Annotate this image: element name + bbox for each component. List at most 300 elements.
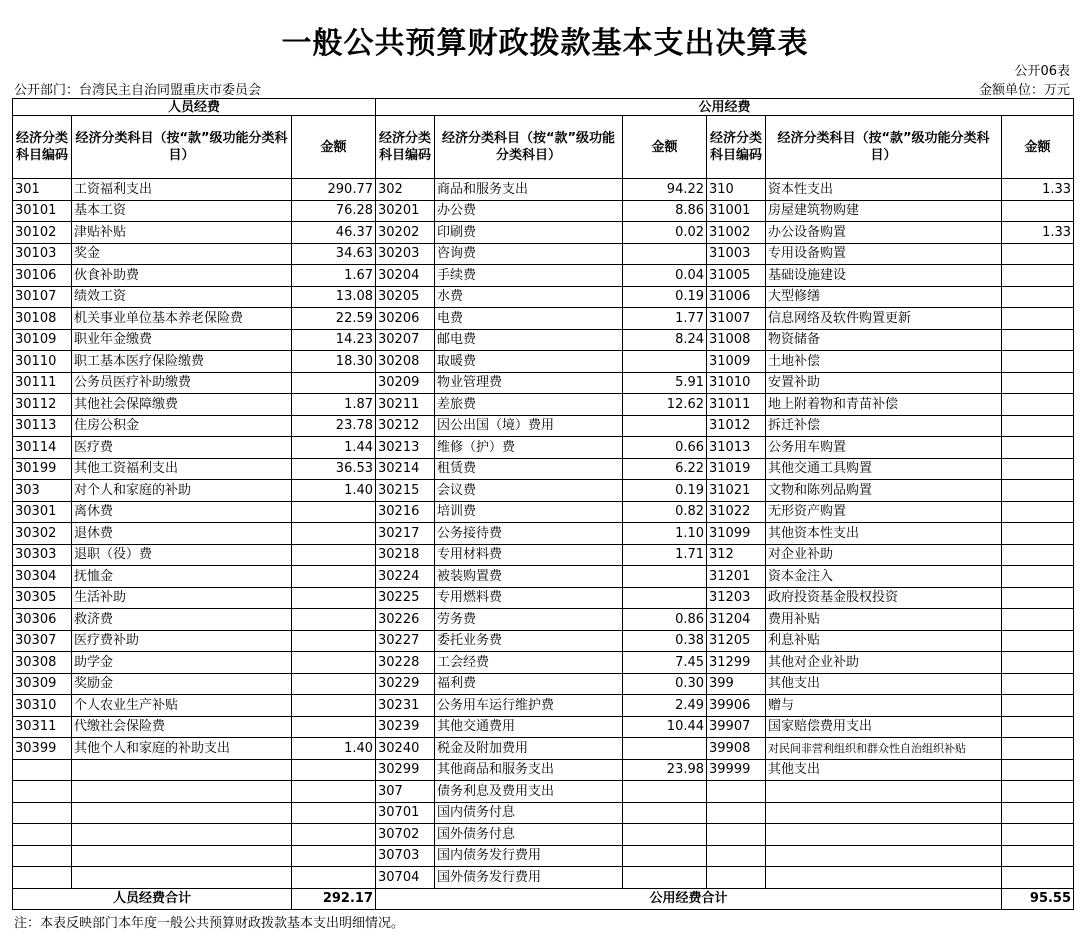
amount-cell (292, 609, 376, 631)
amount-cell: 1.40 (292, 738, 376, 760)
item-name-cell: 被装购置费 (435, 566, 623, 588)
amount-cell: 2.49 (623, 695, 707, 717)
amount-cell: 1.44 (292, 437, 376, 459)
amount-cell (1002, 243, 1074, 265)
amount-cell: 8.24 (623, 329, 707, 351)
amount-cell (1002, 587, 1074, 609)
item-name-cell: 差旅费 (435, 394, 623, 416)
item-name-cell: 国外债务发行费用 (435, 867, 623, 889)
code-cell: 30239 (376, 716, 435, 738)
code-cell: 30113 (13, 415, 72, 437)
table-row (13, 351, 1074, 373)
item-name-cell: 对企业补助 (766, 544, 1002, 566)
item-name-cell: 其他资本性支出 (766, 523, 1002, 545)
table-row (13, 523, 1074, 545)
code-cell: 31099 (707, 523, 766, 545)
public-total-label: 公用经费合计 (376, 888, 1002, 909)
code-cell (13, 759, 72, 781)
item-name-cell: 国家赔偿费用支出 (766, 716, 1002, 738)
code-cell: 30305 (13, 587, 72, 609)
table-row (13, 437, 1074, 459)
table-row (13, 329, 1074, 351)
item-name-cell: 地上附着物和青苗补偿 (766, 394, 1002, 416)
column-header-name: 经济分类科目（按“款”级功能分类科目） (72, 116, 292, 179)
amount-cell (1002, 351, 1074, 373)
amount-cell (623, 587, 707, 609)
code-cell: 30216 (376, 501, 435, 523)
amount-cell (292, 523, 376, 545)
code-cell: 31010 (707, 372, 766, 394)
item-name-cell: 大型修缮 (766, 286, 1002, 308)
item-name-cell: 取暖费 (435, 351, 623, 373)
item-name-cell: 政府投资基金股权投资 (766, 587, 1002, 609)
item-name-cell (72, 824, 292, 846)
code-cell (707, 867, 766, 889)
code-cell: 30217 (376, 523, 435, 545)
item-name-cell: 对民间非营利组织和群众性自治组织补贴 (766, 738, 1002, 760)
code-cell: 30110 (13, 351, 72, 373)
code-cell: 310 (707, 179, 766, 201)
table-row (13, 372, 1074, 394)
code-cell: 31007 (707, 308, 766, 330)
code-cell: 30399 (13, 738, 72, 760)
code-cell: 30310 (13, 695, 72, 717)
code-cell: 39908 (707, 738, 766, 760)
amount-cell (1002, 824, 1074, 846)
code-cell (13, 845, 72, 867)
amount-cell (292, 630, 376, 652)
item-name-cell: 利息补贴 (766, 630, 1002, 652)
amount-cell: 1.10 (623, 523, 707, 545)
amount-cell (623, 781, 707, 803)
item-name-cell: 退职（役）费 (72, 544, 292, 566)
code-cell: 30308 (13, 652, 72, 674)
code-cell: 39999 (707, 759, 766, 781)
amount-cell: 8.86 (623, 200, 707, 222)
code-cell: 30229 (376, 673, 435, 695)
item-name-cell: 福利费 (435, 673, 623, 695)
item-name-cell: 国外债务付息 (435, 824, 623, 846)
amount-cell: 10.44 (623, 716, 707, 738)
code-cell: 30215 (376, 480, 435, 502)
code-cell: 30304 (13, 566, 72, 588)
code-cell: 312 (707, 544, 766, 566)
item-name-cell: 医疗费 (72, 437, 292, 459)
amount-cell (1002, 480, 1074, 502)
item-name-cell: 专用材料费 (435, 544, 623, 566)
personnel-section-header: 人员经费 (13, 99, 376, 116)
code-cell (13, 824, 72, 846)
item-name-cell (766, 845, 1002, 867)
item-name-cell (72, 781, 292, 803)
item-name-cell: 工资福利支出 (72, 179, 292, 201)
item-name-cell: 基础设施建设 (766, 265, 1002, 287)
amount-cell (623, 824, 707, 846)
amount-cell (1002, 544, 1074, 566)
code-cell: 39907 (707, 716, 766, 738)
amount-cell (292, 544, 376, 566)
item-name-cell: 债务利息及费用支出 (435, 781, 623, 803)
code-cell: 30228 (376, 652, 435, 674)
table-row (13, 286, 1074, 308)
column-header-amount: 金额 (623, 116, 707, 179)
code-cell: 30199 (13, 458, 72, 480)
amount-cell: 0.04 (623, 265, 707, 287)
code-cell: 31012 (707, 415, 766, 437)
amount-cell: 0.19 (623, 286, 707, 308)
code-cell: 30103 (13, 243, 72, 265)
code-cell (707, 802, 766, 824)
amount-cell: 6.22 (623, 458, 707, 480)
amount-cell (1002, 329, 1074, 351)
code-cell: 303 (13, 480, 72, 502)
item-name-cell: 奖励金 (72, 673, 292, 695)
amount-cell (292, 673, 376, 695)
amount-cell (623, 243, 707, 265)
item-name-cell: 咨询费 (435, 243, 623, 265)
code-cell (707, 845, 766, 867)
code-cell: 31001 (707, 200, 766, 222)
item-name-cell: 无形资产购置 (766, 501, 1002, 523)
table-row (13, 200, 1074, 222)
amount-cell: 5.91 (623, 372, 707, 394)
code-cell: 30226 (376, 609, 435, 631)
item-name-cell (766, 802, 1002, 824)
table-row (13, 716, 1074, 738)
item-name-cell: 助学金 (72, 652, 292, 674)
code-cell: 30311 (13, 716, 72, 738)
table-row (13, 695, 1074, 717)
item-name-cell: 公务员医疗补助缴费 (72, 372, 292, 394)
amount-cell (1002, 673, 1074, 695)
code-cell (707, 824, 766, 846)
code-cell: 31006 (707, 286, 766, 308)
amount-cell (623, 566, 707, 588)
code-cell: 302 (376, 179, 435, 201)
code-cell: 30211 (376, 394, 435, 416)
amount-cell (292, 652, 376, 674)
amount-cell (623, 802, 707, 824)
code-cell: 31009 (707, 351, 766, 373)
personnel-total-amount: 292.17 (292, 888, 376, 909)
amount-cell (623, 738, 707, 760)
amount-cell (292, 372, 376, 394)
item-name-cell: 电费 (435, 308, 623, 330)
table-row (13, 566, 1074, 588)
amount-cell (292, 824, 376, 846)
amount-cell (292, 802, 376, 824)
item-name-cell: 水费 (435, 286, 623, 308)
column-header-code: 经济分类科目编码 (376, 116, 435, 179)
code-cell: 30109 (13, 329, 72, 351)
item-name-cell: 手续费 (435, 265, 623, 287)
code-cell: 30701 (376, 802, 435, 824)
unit-label: 金额单位：万元 (978, 83, 1070, 98)
code-cell (13, 802, 72, 824)
code-cell (13, 781, 72, 803)
table-row (13, 652, 1074, 674)
code-cell: 30112 (13, 394, 72, 416)
code-cell (13, 867, 72, 889)
code-cell: 31299 (707, 652, 766, 674)
code-cell: 30207 (376, 329, 435, 351)
code-cell: 30218 (376, 544, 435, 566)
code-cell: 30114 (13, 437, 72, 459)
table-row (13, 243, 1074, 265)
amount-cell: 0.66 (623, 437, 707, 459)
item-name-cell: 商品和服务支出 (435, 179, 623, 201)
code-cell: 31019 (707, 458, 766, 480)
amount-cell: 1.87 (292, 394, 376, 416)
amount-cell (1002, 200, 1074, 222)
table-row (13, 738, 1074, 760)
amount-cell (1002, 265, 1074, 287)
public-total-amount: 95.55 (1002, 888, 1074, 909)
item-name-cell: 其他工资福利支出 (72, 458, 292, 480)
code-cell: 31021 (707, 480, 766, 502)
code-cell: 30201 (376, 200, 435, 222)
code-cell: 30303 (13, 544, 72, 566)
item-name-cell: 伙食补助费 (72, 265, 292, 287)
item-name-cell: 其他交通工具购置 (766, 458, 1002, 480)
amount-cell: 1.77 (623, 308, 707, 330)
item-name-cell: 专用燃料费 (435, 587, 623, 609)
code-cell: 30225 (376, 587, 435, 609)
amount-cell: 290.77 (292, 179, 376, 201)
code-cell: 31013 (707, 437, 766, 459)
amount-cell (1002, 286, 1074, 308)
code-cell: 30204 (376, 265, 435, 287)
code-cell: 30231 (376, 695, 435, 717)
code-cell (707, 781, 766, 803)
code-cell: 30206 (376, 308, 435, 330)
amount-cell (292, 501, 376, 523)
table-row (13, 630, 1074, 652)
page-title: 一般公共预算财政拨款基本支出决算表 (281, 26, 809, 61)
expenditure-table (12, 98, 1074, 910)
amount-cell: 0.30 (623, 673, 707, 695)
amount-cell (1002, 867, 1074, 889)
item-name-cell: 其他交通费用 (435, 716, 623, 738)
amount-cell: 18.30 (292, 351, 376, 373)
amount-cell (292, 695, 376, 717)
item-name-cell: 公务用车购置 (766, 437, 1002, 459)
item-name-cell: 劳务费 (435, 609, 623, 631)
item-name-cell: 拆迁补偿 (766, 415, 1002, 437)
code-cell: 30224 (376, 566, 435, 588)
item-name-cell: 其他对企业补助 (766, 652, 1002, 674)
amount-cell (1002, 415, 1074, 437)
code-cell: 39906 (707, 695, 766, 717)
item-name-cell: 房屋建筑物购建 (766, 200, 1002, 222)
item-name-cell: 文物和陈列品购置 (766, 480, 1002, 502)
amount-cell (1002, 501, 1074, 523)
amount-cell (1002, 437, 1074, 459)
item-name-cell: 退休费 (72, 523, 292, 545)
code-cell: 30301 (13, 501, 72, 523)
item-name-cell: 委托业务费 (435, 630, 623, 652)
amount-cell (1002, 372, 1074, 394)
table-body (13, 179, 1074, 889)
item-name-cell: 津贴补贴 (72, 222, 292, 244)
amount-cell (292, 566, 376, 588)
code-cell: 30214 (376, 458, 435, 480)
item-name-cell: 抚恤金 (72, 566, 292, 588)
amount-cell: 0.82 (623, 501, 707, 523)
item-name-cell: 资本金注入 (766, 566, 1002, 588)
table-row (13, 544, 1074, 566)
code-cell: 301 (13, 179, 72, 201)
table-row (13, 609, 1074, 631)
code-cell: 30704 (376, 867, 435, 889)
amount-cell (1002, 523, 1074, 545)
amount-cell: 1.67 (292, 265, 376, 287)
item-name-cell (72, 867, 292, 889)
item-name-cell: 办公设备购置 (766, 222, 1002, 244)
item-name-cell: 邮电费 (435, 329, 623, 351)
item-name-cell: 机关事业单位基本养老保险费 (72, 308, 292, 330)
code-cell: 31022 (707, 501, 766, 523)
amount-cell: 46.37 (292, 222, 376, 244)
amount-cell: 76.28 (292, 200, 376, 222)
item-name-cell: 维修（护）费 (435, 437, 623, 459)
item-name-cell: 租赁费 (435, 458, 623, 480)
item-name-cell: 奖金 (72, 243, 292, 265)
item-name-cell: 代缴社会保险费 (72, 716, 292, 738)
item-name-cell: 其他个人和家庭的补助支出 (72, 738, 292, 760)
item-name-cell: 救济费 (72, 609, 292, 631)
code-cell: 30208 (376, 351, 435, 373)
amount-cell: 0.86 (623, 609, 707, 631)
item-name-cell: 公务用车运行维护费 (435, 695, 623, 717)
amount-cell (292, 781, 376, 803)
item-name-cell: 培训费 (435, 501, 623, 523)
item-name-cell: 其他商品和服务支出 (435, 759, 623, 781)
table-row (13, 587, 1074, 609)
amount-cell: 36.53 (292, 458, 376, 480)
amount-cell (292, 587, 376, 609)
column-header-amount: 金额 (1002, 116, 1074, 179)
code-cell: 30202 (376, 222, 435, 244)
amount-cell: 0.38 (623, 630, 707, 652)
amount-cell (1002, 308, 1074, 330)
table-row (13, 415, 1074, 437)
amount-cell (623, 415, 707, 437)
amount-cell: 94.22 (623, 179, 707, 201)
code-cell: 30703 (376, 845, 435, 867)
item-name-cell: 因公出国（境）费用 (435, 415, 623, 437)
item-name-cell: 住房公积金 (72, 415, 292, 437)
item-name-cell: 办公费 (435, 200, 623, 222)
item-name-cell: 离休费 (72, 501, 292, 523)
amount-cell: 22.59 (292, 308, 376, 330)
code-cell: 31201 (707, 566, 766, 588)
code-cell: 30209 (376, 372, 435, 394)
code-cell: 31203 (707, 587, 766, 609)
table-row (13, 759, 1074, 781)
item-name-cell: 工会经费 (435, 652, 623, 674)
code-cell: 30306 (13, 609, 72, 631)
code-cell: 30108 (13, 308, 72, 330)
code-cell: 399 (707, 673, 766, 695)
item-name-cell: 其他支出 (766, 759, 1002, 781)
item-name-cell (766, 867, 1002, 889)
amount-cell (623, 351, 707, 373)
amount-cell: 1.33 (1002, 179, 1074, 201)
code-cell: 30299 (376, 759, 435, 781)
item-name-cell: 物资储备 (766, 329, 1002, 351)
code-cell: 30203 (376, 243, 435, 265)
item-name-cell: 医疗费补助 (72, 630, 292, 652)
item-name-cell: 国内债务付息 (435, 802, 623, 824)
public-section-header: 公用经费 (376, 99, 1074, 116)
item-name-cell: 资本性支出 (766, 179, 1002, 201)
code-cell: 30307 (13, 630, 72, 652)
amount-cell (1002, 458, 1074, 480)
amount-cell: 1.40 (292, 480, 376, 502)
table-row (13, 845, 1074, 867)
code-cell: 31205 (707, 630, 766, 652)
amount-cell: 12.62 (623, 394, 707, 416)
code-cell: 30101 (13, 200, 72, 222)
table-row (13, 673, 1074, 695)
item-name-cell: 个人农业生产补贴 (72, 695, 292, 717)
amount-cell (1002, 630, 1074, 652)
amount-cell (1002, 759, 1074, 781)
code-cell: 30227 (376, 630, 435, 652)
amount-cell (292, 759, 376, 781)
item-name-cell: 信息网络及软件购置更新 (766, 308, 1002, 330)
amount-cell: 13.08 (292, 286, 376, 308)
item-name-cell: 生活补助 (72, 587, 292, 609)
item-name-cell: 公务接待费 (435, 523, 623, 545)
table-row (13, 308, 1074, 330)
footnote: 注：本表反映部门本年度一般公共预算财政拨款基本支出明细情况。 (14, 916, 405, 931)
code-cell: 30213 (376, 437, 435, 459)
amount-cell (1002, 652, 1074, 674)
table-row (13, 222, 1074, 244)
amount-cell: 7.45 (623, 652, 707, 674)
code-cell: 31011 (707, 394, 766, 416)
column-header-code: 经济分类科目编码 (13, 116, 72, 179)
code-cell: 307 (376, 781, 435, 803)
item-name-cell: 物业管理费 (435, 372, 623, 394)
column-header-name: 经济分类科目（按“款”级功能分类科目） (766, 116, 1002, 179)
amount-cell (1002, 738, 1074, 760)
code-cell: 30106 (13, 265, 72, 287)
table-row (13, 802, 1074, 824)
table-row (13, 480, 1074, 502)
item-name-cell: 职业年金缴费 (72, 329, 292, 351)
amount-cell (292, 716, 376, 738)
item-name-cell: 印刷费 (435, 222, 623, 244)
item-name-cell: 职工基本医疗保险缴费 (72, 351, 292, 373)
column-header-code: 经济分类科目编码 (707, 116, 766, 179)
amount-cell: 1.71 (623, 544, 707, 566)
amount-cell (1002, 695, 1074, 717)
form-number: 公开06表 (1014, 64, 1070, 79)
table-row (13, 179, 1074, 201)
item-name-cell: 赠与 (766, 695, 1002, 717)
code-cell: 30102 (13, 222, 72, 244)
item-name-cell (72, 845, 292, 867)
amount-cell (1002, 802, 1074, 824)
table-row (13, 501, 1074, 523)
item-name-cell: 费用补贴 (766, 609, 1002, 631)
table-row (13, 824, 1074, 846)
table-row (13, 458, 1074, 480)
code-cell: 31204 (707, 609, 766, 631)
